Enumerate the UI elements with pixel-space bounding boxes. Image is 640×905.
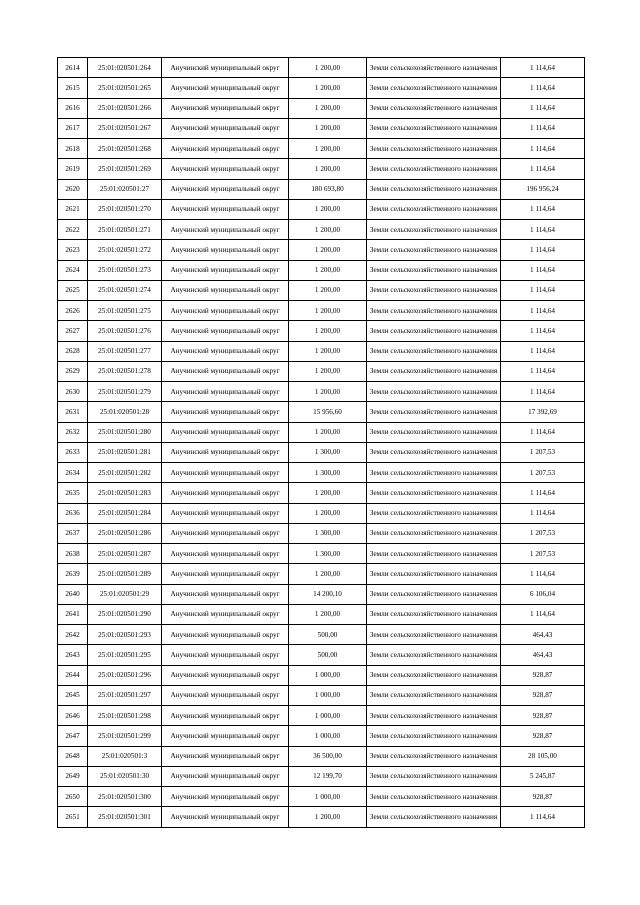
table-row xyxy=(58,787,585,807)
table-row xyxy=(58,220,585,240)
cadastral-value-cell: 1 114,64 xyxy=(501,564,585,584)
municipality-cell: Анучинский муниципальный округ xyxy=(162,665,289,685)
land-category-cell: Земли сельскохозяйственного назначения xyxy=(367,179,501,199)
area-cell: 15 956,60 xyxy=(289,402,367,422)
row-number-cell: 2637 xyxy=(58,523,88,543)
land-category-cell: Земли сельскохозяйственного назначения xyxy=(367,139,501,159)
area-cell: 1 000,00 xyxy=(289,665,367,685)
land-category-cell: Земли сельскохозяйственного назначения xyxy=(367,706,501,726)
row-number-cell: 2633 xyxy=(58,442,88,462)
land-category-cell: Земли сельскохозяйственного назначения xyxy=(367,685,501,705)
land-category-cell: Земли сельскохозяйственного назначения xyxy=(367,260,501,280)
land-category-cell: Земли сельскохозяйственного назначения xyxy=(367,442,501,462)
land-category-cell: Земли сельскохозяйственного назначения xyxy=(367,503,501,523)
table-row xyxy=(58,442,585,462)
municipality-cell: Анучинский муниципальный округ xyxy=(162,625,289,645)
table-row xyxy=(58,463,585,483)
municipality-cell: Анучинский муниципальный округ xyxy=(162,604,289,624)
cadastral-number-cell: 25:01:020501:290 xyxy=(88,604,162,624)
land-category-cell: Земли сельскохозяйственного назначения xyxy=(367,382,501,402)
cadastral-value-cell: 196 956,24 xyxy=(501,179,585,199)
municipality-cell: Анучинский муниципальный округ xyxy=(162,341,289,361)
cadastral-number-cell: 25:01:020501:274 xyxy=(88,280,162,300)
row-number-cell: 2617 xyxy=(58,118,88,138)
area-cell: 1 200,00 xyxy=(289,321,367,341)
row-number-cell: 2646 xyxy=(58,706,88,726)
cadastral-number-cell: 25:01:020501:267 xyxy=(88,118,162,138)
municipality-cell: Анучинский муниципальный округ xyxy=(162,199,289,219)
area-cell: 1 200,00 xyxy=(289,260,367,280)
municipality-cell: Анучинский муниципальный округ xyxy=(162,685,289,705)
table-row xyxy=(58,240,585,260)
municipality-cell: Анучинский муниципальный округ xyxy=(162,98,289,118)
municipality-cell: Анучинский муниципальный округ xyxy=(162,544,289,564)
cadastral-number-cell: 25:01:020501:277 xyxy=(88,341,162,361)
area-cell: 1 200,00 xyxy=(289,361,367,381)
table-row xyxy=(58,78,585,98)
land-category-cell: Земли сельскохозяйственного назначения xyxy=(367,544,501,564)
row-number-cell: 2621 xyxy=(58,199,88,219)
cadastral-value-cell: 1 114,64 xyxy=(501,58,585,78)
cadastral-number-cell: 25:01:020501:281 xyxy=(88,442,162,462)
table-row xyxy=(58,645,585,665)
cadastral-number-cell: 25:01:020501:284 xyxy=(88,503,162,523)
cadastral-value-cell: 1 114,64 xyxy=(501,260,585,280)
row-number-cell: 2623 xyxy=(58,240,88,260)
table-row xyxy=(58,544,585,564)
table-row xyxy=(58,766,585,786)
cadastral-number-cell: 25:01:020501:279 xyxy=(88,382,162,402)
cadastral-number-cell: 25:01:020501:266 xyxy=(88,98,162,118)
area-cell: 1 300,00 xyxy=(289,442,367,462)
area-cell: 36 500,00 xyxy=(289,746,367,766)
land-category-cell: Земли сельскохозяйственного назначения xyxy=(367,584,501,604)
row-number-cell: 2627 xyxy=(58,321,88,341)
cadastral-value-cell: 464,43 xyxy=(501,645,585,665)
cadastral-value-cell: 1 114,64 xyxy=(501,321,585,341)
area-cell: 1 200,00 xyxy=(289,78,367,98)
cadastral-number-cell: 25:01:020501:275 xyxy=(88,301,162,321)
table-row xyxy=(58,564,585,584)
municipality-cell: Анучинский муниципальный округ xyxy=(162,159,289,179)
municipality-cell: Анучинский муниципальный округ xyxy=(162,483,289,503)
row-number-cell: 2619 xyxy=(58,159,88,179)
row-number-cell: 2628 xyxy=(58,341,88,361)
land-category-cell: Земли сельскохозяйственного назначения xyxy=(367,463,501,483)
row-number-cell: 2632 xyxy=(58,422,88,442)
row-number-cell: 2641 xyxy=(58,604,88,624)
municipality-cell: Анучинский муниципальный округ xyxy=(162,402,289,422)
cadastral-value-cell: 1 207,53 xyxy=(501,544,585,564)
table-row xyxy=(58,503,585,523)
cadastral-number-cell: 25:01:020501:269 xyxy=(88,159,162,179)
land-category-cell: Земли сельскохозяйственного назначения xyxy=(367,604,501,624)
table-row xyxy=(58,584,585,604)
area-cell: 1 000,00 xyxy=(289,787,367,807)
cadastral-number-cell: 25:01:020501:264 xyxy=(88,58,162,78)
table-row xyxy=(58,98,585,118)
row-number-cell: 2640 xyxy=(58,584,88,604)
municipality-cell: Анучинский муниципальный округ xyxy=(162,260,289,280)
land-category-cell: Земли сельскохозяйственного назначения xyxy=(367,341,501,361)
cadastral-number-cell: 25:01:020501:283 xyxy=(88,483,162,503)
cadastral-value-cell: 1 207,53 xyxy=(501,442,585,462)
land-category-cell: Земли сельскохозяйственного назначения xyxy=(367,665,501,685)
area-cell: 1 200,00 xyxy=(289,98,367,118)
municipality-cell: Анучинский муниципальный округ xyxy=(162,240,289,260)
table-row xyxy=(58,260,585,280)
area-cell: 1 000,00 xyxy=(289,706,367,726)
area-cell: 12 199,70 xyxy=(289,766,367,786)
row-number-cell: 2648 xyxy=(58,746,88,766)
cadastral-number-cell: 25:01:020501:3 xyxy=(88,746,162,766)
table-row xyxy=(58,665,585,685)
municipality-cell: Анучинский муниципальный округ xyxy=(162,220,289,240)
area-cell: 1 200,00 xyxy=(289,118,367,138)
table-row xyxy=(58,199,585,219)
cadastral-number-cell: 25:01:020501:297 xyxy=(88,685,162,705)
area-cell: 1 200,00 xyxy=(289,341,367,361)
area-cell: 1 200,00 xyxy=(289,301,367,321)
area-cell: 1 000,00 xyxy=(289,685,367,705)
cadastral-number-cell: 25:01:020501:286 xyxy=(88,523,162,543)
area-cell: 1 200,00 xyxy=(289,240,367,260)
area-cell: 1 200,00 xyxy=(289,422,367,442)
municipality-cell: Анучинский муниципальный округ xyxy=(162,726,289,746)
municipality-cell: Анучинский муниципальный округ xyxy=(162,382,289,402)
cadastral-number-cell: 25:01:020501:271 xyxy=(88,220,162,240)
row-number-cell: 2625 xyxy=(58,280,88,300)
row-number-cell: 2642 xyxy=(58,625,88,645)
municipality-cell: Анучинский муниципальный округ xyxy=(162,706,289,726)
area-cell: 1 200,00 xyxy=(289,382,367,402)
table-row xyxy=(58,321,585,341)
municipality-cell: Анучинский муниципальный округ xyxy=(162,584,289,604)
row-number-cell: 2615 xyxy=(58,78,88,98)
municipality-cell: Анучинский муниципальный округ xyxy=(162,645,289,665)
table-row xyxy=(58,625,585,645)
cadastral-number-cell: 25:01:020501:27 xyxy=(88,179,162,199)
area-cell: 1 200,00 xyxy=(289,220,367,240)
row-number-cell: 2649 xyxy=(58,766,88,786)
cadastral-value-cell: 928,87 xyxy=(501,665,585,685)
row-number-cell: 2624 xyxy=(58,260,88,280)
table-row xyxy=(58,726,585,746)
municipality-cell: Анучинский муниципальный округ xyxy=(162,442,289,462)
cadastral-value-cell: 1 114,64 xyxy=(501,341,585,361)
municipality-cell: Анучинский муниципальный округ xyxy=(162,463,289,483)
cadastral-value-cell: 464,43 xyxy=(501,625,585,645)
cadastral-value-cell: 17 392,69 xyxy=(501,402,585,422)
cadastral-number-cell: 25:01:020501:278 xyxy=(88,361,162,381)
municipality-cell: Анучинский муниципальный округ xyxy=(162,139,289,159)
row-number-cell: 2650 xyxy=(58,787,88,807)
land-category-cell: Земли сельскохозяйственного назначения xyxy=(367,199,501,219)
table-row xyxy=(58,280,585,300)
cadastral-value-cell: 1 114,64 xyxy=(501,361,585,381)
cadastral-value-cell: 1 114,64 xyxy=(501,382,585,402)
cadastral-number-cell: 25:01:020501:295 xyxy=(88,645,162,665)
table-row xyxy=(58,483,585,503)
table-row xyxy=(58,179,585,199)
table-body xyxy=(58,58,585,828)
area-cell: 180 693,80 xyxy=(289,179,367,199)
cadastral-value-cell: 1 114,64 xyxy=(501,422,585,442)
land-category-cell: Земли сельскохозяйственного назначения xyxy=(367,807,501,827)
cadastral-value-cell: 1 207,53 xyxy=(501,523,585,543)
cadastral-value-cell: 928,87 xyxy=(501,787,585,807)
cadastral-number-cell: 25:01:020501:28 xyxy=(88,402,162,422)
land-category-cell: Земли сельскохозяйственного назначения xyxy=(367,220,501,240)
area-cell: 1 000,00 xyxy=(289,726,367,746)
municipality-cell: Анучинский муниципальный округ xyxy=(162,280,289,300)
table-row xyxy=(58,523,585,543)
table-row xyxy=(58,361,585,381)
row-number-cell: 2647 xyxy=(58,726,88,746)
cadastral-value-cell: 1 114,64 xyxy=(501,483,585,503)
land-category-cell: Земли сельскохозяйственного назначения xyxy=(367,726,501,746)
cadastral-number-cell: 25:01:020501:270 xyxy=(88,199,162,219)
cadastral-number-cell: 25:01:020501:300 xyxy=(88,787,162,807)
table-row xyxy=(58,341,585,361)
municipality-cell: Анучинский муниципальный округ xyxy=(162,118,289,138)
row-number-cell: 2614 xyxy=(58,58,88,78)
row-number-cell: 2644 xyxy=(58,665,88,685)
cadastral-number-cell: 25:01:020501:273 xyxy=(88,260,162,280)
municipality-cell: Анучинский муниципальный округ xyxy=(162,179,289,199)
row-number-cell: 2639 xyxy=(58,564,88,584)
cadastral-value-cell: 1 114,64 xyxy=(501,220,585,240)
area-cell: 1 200,00 xyxy=(289,139,367,159)
land-category-cell: Земли сельскохозяйственного назначения xyxy=(367,625,501,645)
table-row xyxy=(58,382,585,402)
land-category-cell: Земли сельскохозяйственного назначения xyxy=(367,58,501,78)
area-cell: 1 200,00 xyxy=(289,58,367,78)
row-number-cell: 2645 xyxy=(58,685,88,705)
area-cell: 1 200,00 xyxy=(289,503,367,523)
row-number-cell: 2634 xyxy=(58,463,88,483)
cadastral-value-cell: 1 114,64 xyxy=(501,807,585,827)
land-category-cell: Земли сельскохозяйственного назначения xyxy=(367,280,501,300)
area-cell: 1 200,00 xyxy=(289,280,367,300)
area-cell: 500,00 xyxy=(289,625,367,645)
municipality-cell: Анучинский муниципальный округ xyxy=(162,361,289,381)
cadastral-number-cell: 25:01:020501:280 xyxy=(88,422,162,442)
row-number-cell: 2626 xyxy=(58,301,88,321)
cadastral-value-cell: 1 114,64 xyxy=(501,280,585,300)
cadastral-number-cell: 25:01:020501:265 xyxy=(88,78,162,98)
cadastral-number-cell: 25:01:020501:296 xyxy=(88,665,162,685)
area-cell: 1 300,00 xyxy=(289,523,367,543)
cadastral-value-cell: 28 105,00 xyxy=(501,746,585,766)
row-number-cell: 2635 xyxy=(58,483,88,503)
table-row xyxy=(58,706,585,726)
municipality-cell: Анучинский муниципальный округ xyxy=(162,564,289,584)
row-number-cell: 2616 xyxy=(58,98,88,118)
cadastral-number-cell: 25:01:020501:298 xyxy=(88,706,162,726)
cadastral-number-cell: 25:01:020501:299 xyxy=(88,726,162,746)
row-number-cell: 2630 xyxy=(58,382,88,402)
land-category-cell: Земли сельскохозяйственного назначения xyxy=(367,321,501,341)
area-cell: 500,00 xyxy=(289,645,367,665)
table-row xyxy=(58,301,585,321)
row-number-cell: 2638 xyxy=(58,544,88,564)
cadastral-number-cell: 25:01:020501:30 xyxy=(88,766,162,786)
area-cell: 1 200,00 xyxy=(289,483,367,503)
land-category-cell: Земли сельскохозяйственного назначения xyxy=(367,787,501,807)
cadastral-value-cell: 1 114,64 xyxy=(501,118,585,138)
municipality-cell: Анучинский муниципальный округ xyxy=(162,746,289,766)
cadastral-value-cell: 1 114,64 xyxy=(501,78,585,98)
row-number-cell: 2618 xyxy=(58,139,88,159)
table-row xyxy=(58,807,585,827)
area-cell: 1 300,00 xyxy=(289,544,367,564)
municipality-cell: Анучинский муниципальный округ xyxy=(162,807,289,827)
cadastral-number-cell: 25:01:020501:268 xyxy=(88,139,162,159)
cadastral-value-cell: 1 207,53 xyxy=(501,463,585,483)
table-row xyxy=(58,58,585,78)
cadastral-value-cell: 928,87 xyxy=(501,706,585,726)
municipality-cell: Анучинский муниципальный округ xyxy=(162,787,289,807)
cadastral-value-cell: 5 245,87 xyxy=(501,766,585,786)
cadastral-number-cell: 25:01:020501:272 xyxy=(88,240,162,260)
row-number-cell: 2620 xyxy=(58,179,88,199)
municipality-cell: Анучинский муниципальный округ xyxy=(162,301,289,321)
row-number-cell: 2629 xyxy=(58,361,88,381)
row-number-cell: 2651 xyxy=(58,807,88,827)
land-category-cell: Земли сельскохозяйственного назначения xyxy=(367,159,501,179)
area-cell: 1 200,00 xyxy=(289,807,367,827)
municipality-cell: Анучинский муниципальный округ xyxy=(162,422,289,442)
table-row xyxy=(58,159,585,179)
area-cell: 1 200,00 xyxy=(289,564,367,584)
area-cell: 14 200,10 xyxy=(289,584,367,604)
land-category-cell: Земли сельскохозяйственного назначения xyxy=(367,523,501,543)
cadastral-value-cell: 928,87 xyxy=(501,685,585,705)
land-category-cell: Земли сельскохозяйственного назначения xyxy=(367,422,501,442)
row-number-cell: 2643 xyxy=(58,645,88,665)
table-row xyxy=(58,604,585,624)
municipality-cell: Анучинский муниципальный округ xyxy=(162,503,289,523)
cadastral-value-cell: 1 114,64 xyxy=(501,503,585,523)
cadastral-number-cell: 25:01:020501:29 xyxy=(88,584,162,604)
table-row xyxy=(58,402,585,422)
cadastral-value-cell: 6 106,04 xyxy=(501,584,585,604)
land-category-cell: Земли сельскохозяйственного назначения xyxy=(367,301,501,321)
cadastral-value-cell: 1 114,64 xyxy=(501,159,585,179)
area-cell: 1 200,00 xyxy=(289,604,367,624)
land-category-cell: Земли сельскохозяйственного назначения xyxy=(367,564,501,584)
land-category-cell: Земли сельскохозяйственного назначения xyxy=(367,766,501,786)
land-category-cell: Земли сельскохозяйственного назначения xyxy=(367,746,501,766)
table-row xyxy=(58,685,585,705)
land-category-cell: Земли сельскохозяйственного назначения xyxy=(367,483,501,503)
municipality-cell: Анучинский муниципальный округ xyxy=(162,78,289,98)
cadastral-value-cell: 1 114,64 xyxy=(501,98,585,118)
municipality-cell: Анучинский муниципальный округ xyxy=(162,523,289,543)
cadastral-number-cell: 25:01:020501:282 xyxy=(88,463,162,483)
row-number-cell: 2622 xyxy=(58,220,88,240)
land-category-cell: Земли сельскохозяйственного назначения xyxy=(367,402,501,422)
land-category-cell: Земли сельскохозяйственного назначения xyxy=(367,645,501,665)
cadastral-value-cell: 1 114,64 xyxy=(501,301,585,321)
land-cadastral-value-table xyxy=(57,57,585,828)
cadastral-number-cell: 25:01:020501:276 xyxy=(88,321,162,341)
cadastral-value-cell: 1 114,64 xyxy=(501,604,585,624)
table-row xyxy=(58,422,585,442)
municipality-cell: Анучинский муниципальный округ xyxy=(162,766,289,786)
table-row xyxy=(58,118,585,138)
cadastral-value-cell: 1 114,64 xyxy=(501,240,585,260)
area-cell: 1 200,00 xyxy=(289,159,367,179)
table-row xyxy=(58,746,585,766)
area-cell: 1 200,00 xyxy=(289,199,367,219)
cadastral-number-cell: 25:01:020501:287 xyxy=(88,544,162,564)
row-number-cell: 2636 xyxy=(58,503,88,523)
cadastral-value-cell: 1 114,64 xyxy=(501,199,585,219)
land-category-cell: Земли сельскохозяйственного назначения xyxy=(367,240,501,260)
table-row xyxy=(58,139,585,159)
cadastral-number-cell: 25:01:020501:301 xyxy=(88,807,162,827)
land-category-cell: Земли сельскохозяйственного назначения xyxy=(367,98,501,118)
cadastral-value-cell: 928,87 xyxy=(501,726,585,746)
land-category-cell: Земли сельскохозяйственного назначения xyxy=(367,118,501,138)
land-category-cell: Земли сельскохозяйственного назначения xyxy=(367,78,501,98)
land-category-cell: Земли сельскохозяйственного назначения xyxy=(367,361,501,381)
municipality-cell: Анучинский муниципальный округ xyxy=(162,321,289,341)
row-number-cell: 2631 xyxy=(58,402,88,422)
municipality-cell: Анучинский муниципальный округ xyxy=(162,58,289,78)
cadastral-number-cell: 25:01:020501:289 xyxy=(88,564,162,584)
cadastral-value-cell: 1 114,64 xyxy=(501,139,585,159)
cadastral-number-cell: 25:01:020501:293 xyxy=(88,625,162,645)
area-cell: 1 300,00 xyxy=(289,463,367,483)
